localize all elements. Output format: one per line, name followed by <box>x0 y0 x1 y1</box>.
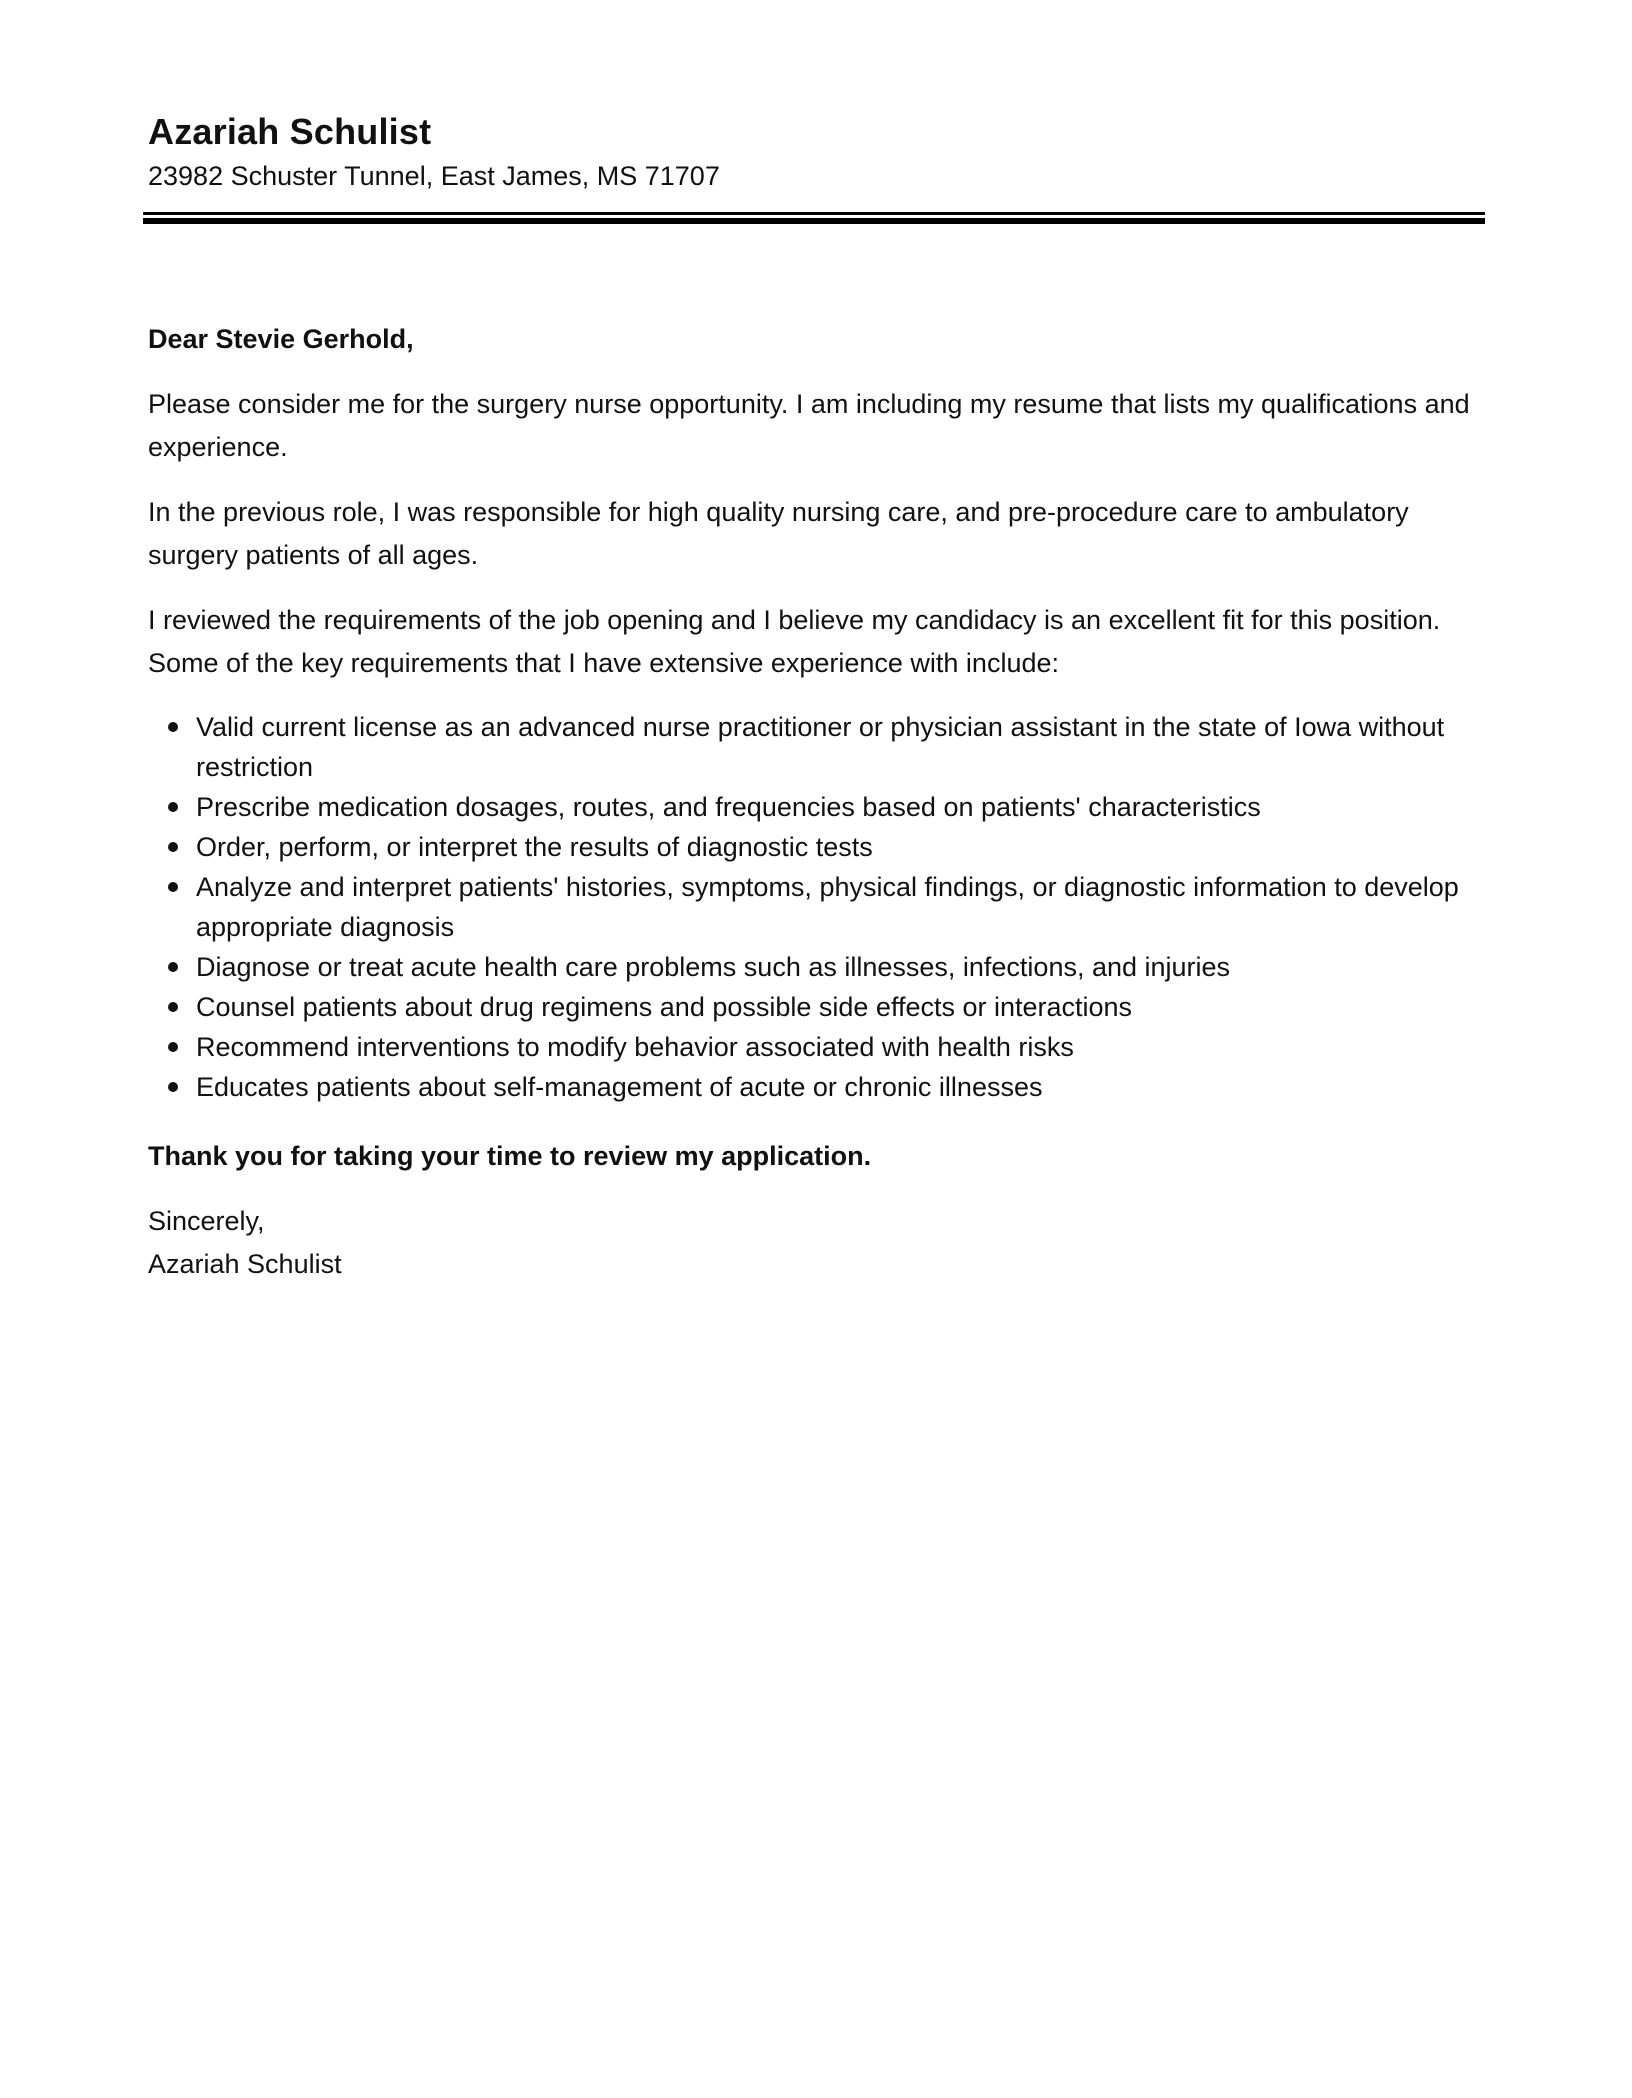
list-item <box>148 827 1493 867</box>
paragraph-requirements-intro: I reviewed the requirements of the job opening and I believe my candidacy is an excellent fit for this position. Some of the key requirements that I have extensive experience with include: <box>148 605 1441 678</box>
signature-name: Azariah Schulist <box>148 1249 342 1279</box>
list-item-text: Recommend interventions to modify behavior associated with health risks <box>196 1032 1074 1062</box>
bullet-icon <box>168 882 178 892</box>
bullet-icon <box>168 802 178 812</box>
list-item <box>148 787 1493 827</box>
list-item-text: Counsel patients about drug regimens and possible side effects or interactions <box>196 992 1133 1022</box>
list-item <box>148 947 1493 987</box>
list-item <box>148 707 1493 787</box>
letter-body <box>148 318 1493 1286</box>
requirements-list <box>148 707 1493 1107</box>
paragraph-previous-role: In the previous role, I was responsible for high quality nursing care, and pre-procedure care to ambulatory surgery patients of all ages. <box>148 497 1409 570</box>
list-item <box>148 987 1493 1027</box>
bullet-icon <box>168 1002 178 1012</box>
header-divider <box>143 212 1485 224</box>
list-item <box>148 867 1493 947</box>
list-item <box>148 1067 1493 1107</box>
letter-header <box>148 108 1488 196</box>
list-item-text: Valid current license as an advanced nurse practitioner or physician assistant in the state of Iowa without restriction <box>196 712 1445 782</box>
divider-thin-line <box>143 212 1485 215</box>
bullet-icon <box>168 842 178 852</box>
list-item-text: Analyze and interpret patients' histories, symptoms, physical findings, or diagnostic information to develop appropriate diagnosis <box>196 872 1459 942</box>
list-item-text: Order, perform, or interpret the results of diagnostic tests <box>196 832 873 862</box>
salutation: Dear Stevie Gerhold, <box>148 324 414 354</box>
closing: Sincerely, <box>148 1206 265 1236</box>
bullet-icon <box>168 962 178 972</box>
sender-name: Azariah Schulist <box>148 111 432 152</box>
list-item-text: Diagnose or treat acute health care problems such as illnesses, infections, and injuries <box>196 952 1231 982</box>
divider-thick-line <box>143 218 1485 224</box>
paragraph-intro: Please consider me for the surgery nurse opportunity. I am including my resume that lists my qualifications and experience. <box>148 389 1470 462</box>
bullet-icon <box>168 1082 178 1092</box>
bullet-icon <box>168 722 178 732</box>
sender-address: 23982 Schuster Tunnel, East James, MS 71707 <box>148 161 720 191</box>
list-item-text: Educates patients about self-management of acute or chronic illnesses <box>196 1072 1043 1102</box>
bullet-icon <box>168 1042 178 1052</box>
list-item <box>148 1027 1493 1067</box>
thank-you-line: Thank you for taking your time to review my application. <box>148 1141 872 1171</box>
list-item-text: Prescribe medication dosages, routes, and frequencies based on patients' characteristics <box>196 792 1261 822</box>
